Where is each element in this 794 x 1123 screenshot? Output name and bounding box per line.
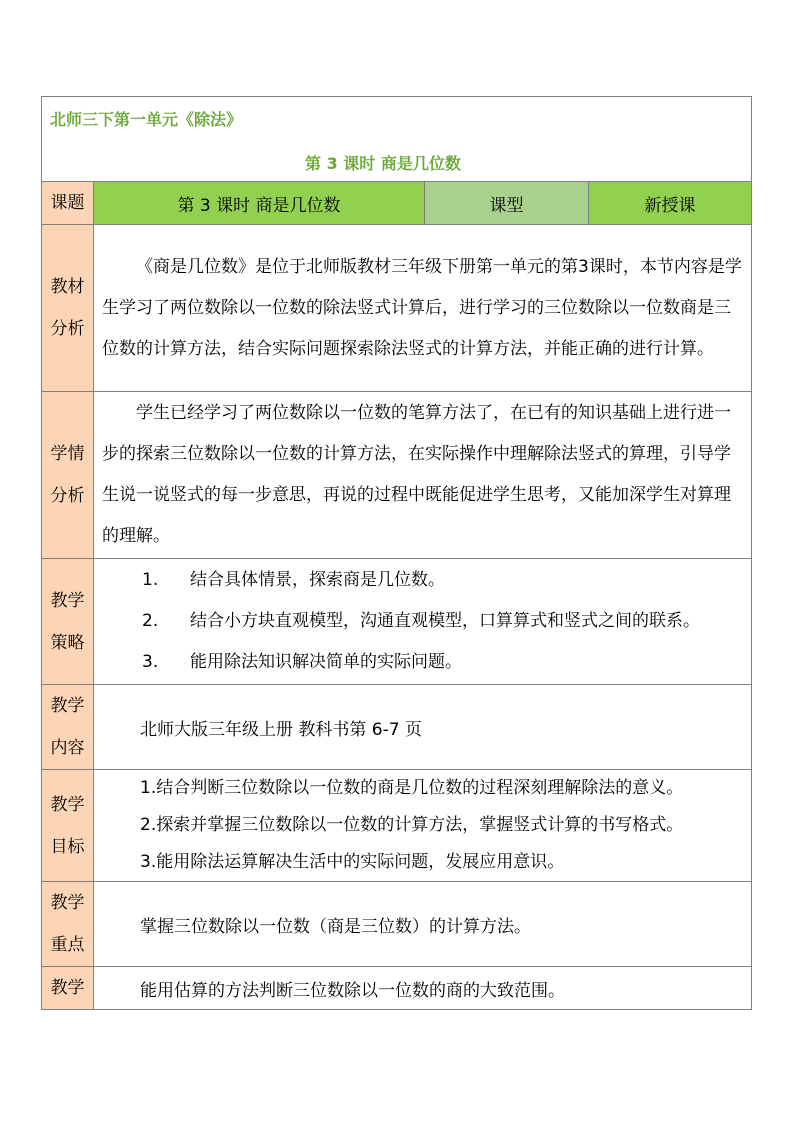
label-line: 目标 [50,836,85,857]
item-text: 能用除法知识解决简单的实际问题。 [190,652,462,672]
item-number: 2. [142,611,159,631]
content-label [42,685,94,770]
strategy-label [42,559,94,685]
textbook-analysis-label [42,225,94,392]
label-line: 教学 [50,696,85,716]
label-line: 策略 [50,632,85,653]
item-text: 结合小方块直观模型，沟通直观模型，口算算式和竖式之间的联系。 [190,611,700,631]
label-line: 教学 [50,893,85,913]
textbook-analysis-cell [94,225,752,392]
header-cell [42,97,752,182]
item-number: 3. [142,652,159,672]
student-analysis-text: 学生已经学习了两位数除以一位数的笔算方法了，在已有的知识基础上进行进一步的探索三位数除以一位数的计算方法，在实际操作中理解除法竖式的算理，引导学生说一说竖式的每一步意思，再说的过程中既能促进学生思考，又能加深学生对算理的理解。 [102,403,731,546]
label-line: 重点 [50,935,85,955]
info-row [42,182,752,225]
lesson-plan [41,96,751,1010]
goal-item: 1.结合判断三位数除以一位数的商是几位数的过程深刻理解除法的意义。 [140,778,684,798]
key-points-label [42,882,94,967]
label-line: 教学 [50,590,85,611]
goals-row [42,770,752,882]
item-text: 结合具体情景，探索商是几位数。 [190,570,445,590]
student-analysis-label [42,392,94,559]
student-analysis-cell [94,392,752,559]
key-points-row [42,882,752,967]
item-number: 1. [142,570,159,590]
goal-item: 2.探索并掌握三位数除以一位数的计算方法，掌握竖式计算的书写格式。 [140,815,684,835]
label-line: 学情 [50,444,85,464]
strategy-item [94,642,751,683]
strategy-item [94,560,751,601]
textbook-analysis-text: 《商是几位数》是位于北师版教材三年级下册第一单元的第3课时，本节内容是学生学习了两位数除以一位数的除法竖式计算后，进行学习的三位数除以一位数商是三位数的计算方法，结合实际问题探索除法竖式的计算方法，并能正确的进行计算。 [102,256,742,359]
textbook-analysis-row [42,225,752,392]
series-title: 北师三下第一单元《除法》 [50,110,243,129]
strategy-row [42,559,752,685]
goal-item: 3.能用除法运算解决生活中的实际问题，发展应用意识。 [140,852,565,872]
difficulty-row [42,967,752,1010]
lesson-title: 第 3 课时 商是几位数 [305,154,461,173]
label-line: 分析 [50,319,85,339]
type-label: 课型 [425,182,589,225]
difficulty-cell [94,967,752,1010]
difficulty-label: 教学 [42,967,94,1010]
label-line: 教材 [50,277,85,297]
student-analysis-row [42,392,752,559]
topic-label: 课题 [42,182,94,225]
label-line: 教学 [50,794,85,815]
content-row [42,685,752,770]
content-text: 北师大版三年级上册 教科书第 6-7 页 [140,719,422,740]
type-value: 新授课 [589,182,752,225]
difficulty-text: 能用估算的方法判断三位数除以一位数的商的大致范围。 [140,980,565,1001]
content-cell [94,685,752,770]
key-points-cell [94,882,752,967]
lesson-plan-table [41,96,752,1010]
strategy-item [94,601,751,642]
header-row [42,97,752,182]
label-line: 内容 [50,738,85,758]
key-points-text: 掌握三位数除以一位数（商是三位数）的计算方法。 [140,916,531,937]
topic-value: 第 3 课时 商是几位数 [94,182,425,225]
goals-cell [94,770,752,882]
strategy-cell [94,559,752,685]
goals-label [42,770,94,882]
label-line: 分析 [50,486,85,506]
